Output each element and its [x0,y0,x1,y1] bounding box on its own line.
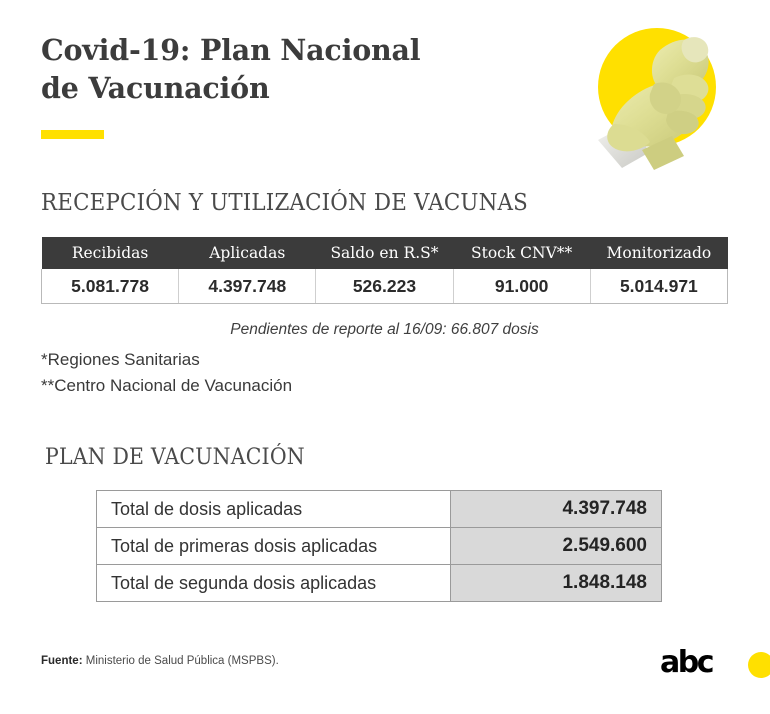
section-heading-plan-vacunacion: PLAN DE VACUNACIÓN [45,445,305,470]
abc-logo [660,645,770,682]
table-row [42,269,728,304]
value-aplicadas: 4.397.748 [179,269,316,304]
table-plan-vacunacion [96,490,662,602]
source-credit [41,655,279,667]
plan-value-total-dosis: 4.397.748 [451,491,662,528]
column-header-saldo-rs: Saldo en R.S* [316,237,453,269]
hero-graphic [588,20,733,170]
table-row [97,491,662,528]
table-row [97,565,662,602]
column-header-monitorizado: Monitorizado [590,237,727,269]
section-heading-recepcion: RECEPCIÓN Y UTILIZACIÓN DE VACUNAS [41,190,529,216]
abc-logo-dot [748,652,770,678]
gloved-hands-icon [588,20,733,170]
table-header-row [42,237,728,269]
footnote-centro-nacional: **Centro Nacional de Vacunación [41,376,293,395]
value-saldo-rs: 526.223 [316,269,453,304]
source-label: Fuente: [41,655,83,667]
column-header-aplicadas: Aplicadas [179,237,316,269]
value-stock-cnv: 91.000 [453,269,590,304]
column-header-stock-cnv: Stock CNV** [453,237,590,269]
plan-label-total-dosis: Total de dosis aplicadas [97,491,451,528]
value-monitorizado: 5.014.971 [590,269,727,304]
plan-label-primeras-dosis: Total de primeras dosis aplicadas [97,528,451,565]
page-title [41,32,491,107]
page-title-line-2: de Vacunación [41,70,270,105]
table-recepcion-utilizacion [41,237,728,304]
infographic-header [0,0,770,175]
yellow-accent-bar [41,130,104,139]
abc-logo-text: abc [660,645,713,680]
footnote-regiones-sanitarias: *Regiones Sanitarias [41,350,200,369]
page-title-line-1: Covid-19: Plan Nacional [41,33,421,67]
column-header-recibidas: Recibidas [42,237,179,269]
value-recibidas: 5.081.778 [42,269,179,304]
plan-label-segunda-dosis: Total de segunda dosis aplicadas [97,565,451,602]
table-row [97,528,662,565]
plan-value-primeras-dosis: 2.549.600 [451,528,662,565]
note-pendientes-reporte: Pendientes de reporte al 16/09: 66.807 dosis [230,321,539,338]
plan-value-segunda-dosis: 1.848.148 [451,565,662,602]
source-text: Ministerio de Salud Pública (MSPBS). [85,655,279,667]
